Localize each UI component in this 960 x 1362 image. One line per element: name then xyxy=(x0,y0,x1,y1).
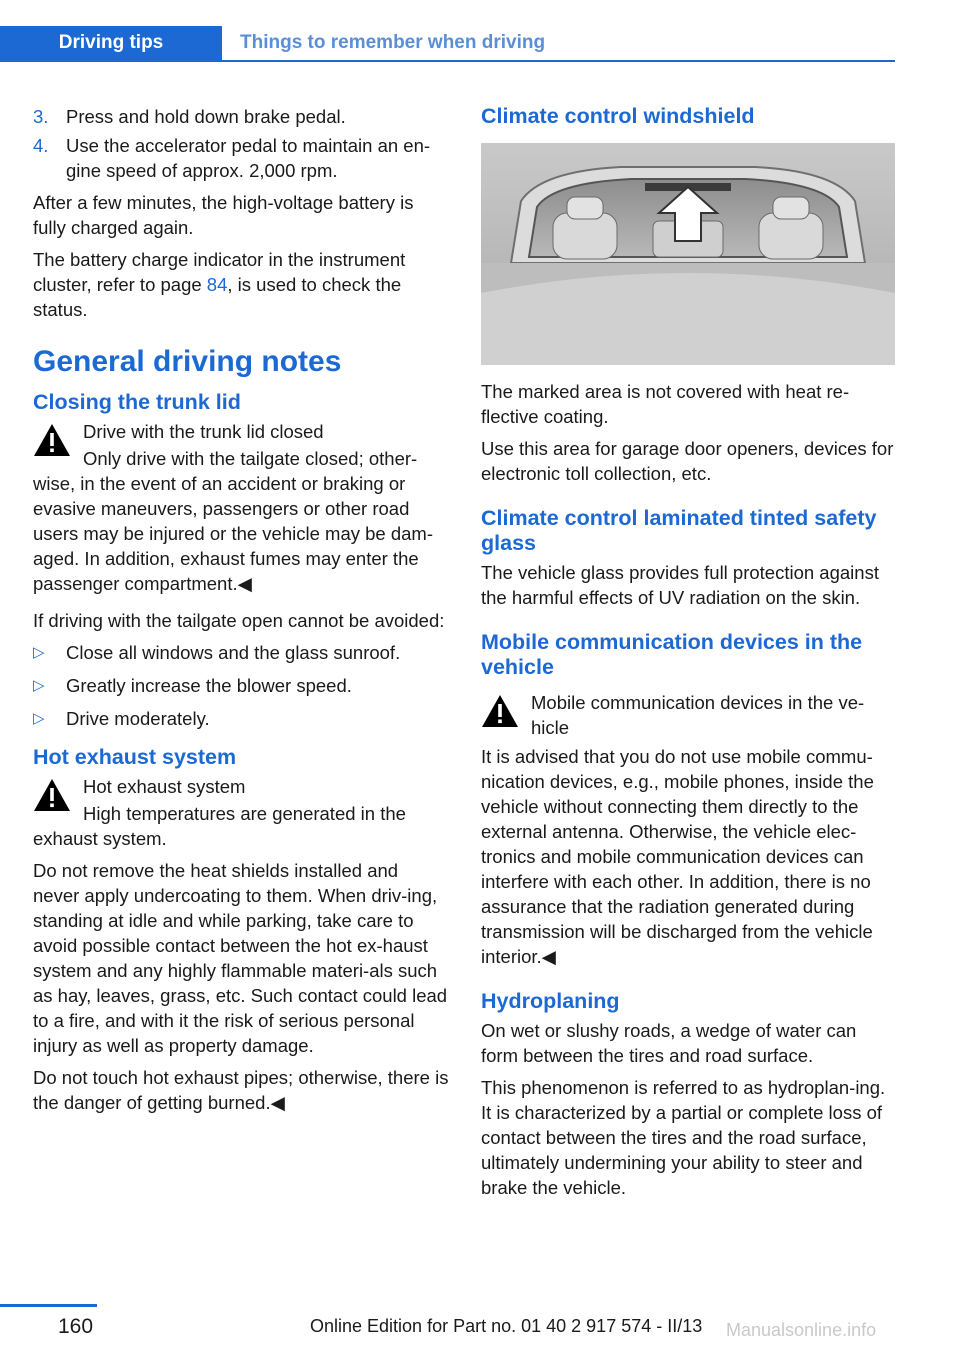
page-header xyxy=(0,0,960,62)
list-item xyxy=(33,133,449,183)
warning-text: High temperatures are generated in the exhaust system. xyxy=(33,803,406,849)
step-number: 4. xyxy=(33,135,49,156)
paragraph: This phenomenon is referred to as hydroplan‐ing. It is characterized by a partial or complete loss of contact between the tires and the road surface, ultimately undermining your ability to steer and brake the vehicle. xyxy=(481,1077,886,1198)
paragraph xyxy=(33,247,449,322)
page-number: 160 xyxy=(58,1315,94,1338)
triangle-right-icon: ▷ xyxy=(33,710,45,727)
watermark: Manualsonline.info xyxy=(726,1320,877,1340)
subsection-heading: Hydroplaning xyxy=(481,989,620,1013)
warning-title: Mobile communication devices in the ve‐hicle xyxy=(531,692,865,738)
paragraph: Use this area for garage door openers, devices for electronic toll collection, etc. xyxy=(481,438,894,484)
list-item xyxy=(33,706,449,731)
bullet-list xyxy=(33,640,449,731)
paragraph-text: The battery charge indicator in the instrument cluster, refer to page xyxy=(33,249,406,295)
paragraph: On wet or slushy roads, a wedge of water can form between the tires and road surface. xyxy=(481,1020,857,1066)
warning-triangle-icon xyxy=(33,778,71,812)
warning-triangle-icon xyxy=(33,423,71,457)
warning-block xyxy=(481,690,897,742)
subsection-tab[interactable]: Things to remember when driving xyxy=(240,32,546,53)
edition-note: Online Edition for Part no. 01 40 2 917 574 - II/13 xyxy=(310,1316,703,1336)
page-link[interactable]: 84 xyxy=(206,274,228,295)
list-item xyxy=(33,640,449,665)
list-item xyxy=(33,673,449,698)
step-number: 3. xyxy=(33,106,49,127)
list-item xyxy=(33,104,449,129)
subsection-heading: Mobile communication devices in the vehicle xyxy=(481,630,863,679)
warning-triangle-icon xyxy=(481,694,519,728)
warning-block xyxy=(33,774,449,826)
warning-block xyxy=(33,419,449,471)
paragraph-text: , is used to check the status. xyxy=(33,274,402,320)
footer-divider xyxy=(0,1304,97,1307)
paragraph: Do not remove the heat shields installed and never apply undercoating to them. When driv‐ing, standing at idle and while parking, take care to avoid possible contact between the hot ex‐haust system and any highly flammable materi‐als such as hay, leaves, grass, etc. Such contact could lead to a fire, and with it the risk of serious personal injury as well as property damage. xyxy=(33,860,448,1056)
subsection-heading: Closing the trunk lid xyxy=(33,390,241,414)
section-tab[interactable]: Driving tips xyxy=(0,26,222,60)
triangle-right-icon: ▷ xyxy=(33,677,45,694)
left-column xyxy=(33,104,449,1122)
warning-text: Only drive with the tailgate closed; other‐wise, in the event of an accident or braking or evasive maneuvers, passengers or other road users may be injured or the vehicle may be dam‐aged. In addition, exhaust fumes may enter the passenger compartment.◀ xyxy=(33,448,433,594)
header-divider xyxy=(0,60,895,62)
right-column xyxy=(481,104,897,1207)
warning-title: Hot exhaust system xyxy=(83,776,246,797)
windshield-photo xyxy=(481,143,895,365)
list-item-text: Drive moderately. xyxy=(66,708,210,729)
list-item-text: Close all windows and the glass sunroof. xyxy=(66,642,401,663)
triangle-right-icon: ▷ xyxy=(33,644,45,661)
warning-title: Drive with the trunk lid closed xyxy=(83,421,324,442)
paragraph: If driving with the tailgate open cannot be avoided: xyxy=(33,610,445,631)
list-item-text: Greatly increase the blower speed. xyxy=(66,675,352,696)
paragraph: The vehicle glass provides full protection against the harmful effects of UV radiation on the skin. xyxy=(481,562,879,608)
subsection-heading: Climate control laminated tinted safety glass xyxy=(481,506,877,555)
paragraph: Do not touch hot exhaust pipes; otherwise, there is the danger of getting burned.◀ xyxy=(33,1067,449,1113)
subsection-heading: Hot exhaust system xyxy=(33,745,237,769)
section-title: General driving notes xyxy=(33,345,342,378)
procedure-steps xyxy=(33,104,449,183)
paragraph: After a few minutes, the high-voltage battery is fully charged again. xyxy=(33,192,414,238)
paragraph: The marked area is not covered with heat re‐flective coating. xyxy=(481,381,850,427)
step-text: Press and hold down brake pedal. xyxy=(66,106,346,127)
subsection-heading: Climate control windshield xyxy=(481,104,755,128)
step-text: Use the accelerator pedal to maintain an en‐gine speed of approx. 2,000 rpm. xyxy=(66,135,431,181)
paragraph: It is advised that you do not use mobile commu‐nication devices, e.g., mobile phones, inside the vehicle without connecting them directly to the external antenna. Otherwise, the vehicle elec‐tronics and mobile communication devices can interfere with each other. In addition, there is no assurance that the radiation generated during transmission will be discharged from the vehicle interior.◀ xyxy=(481,746,874,967)
